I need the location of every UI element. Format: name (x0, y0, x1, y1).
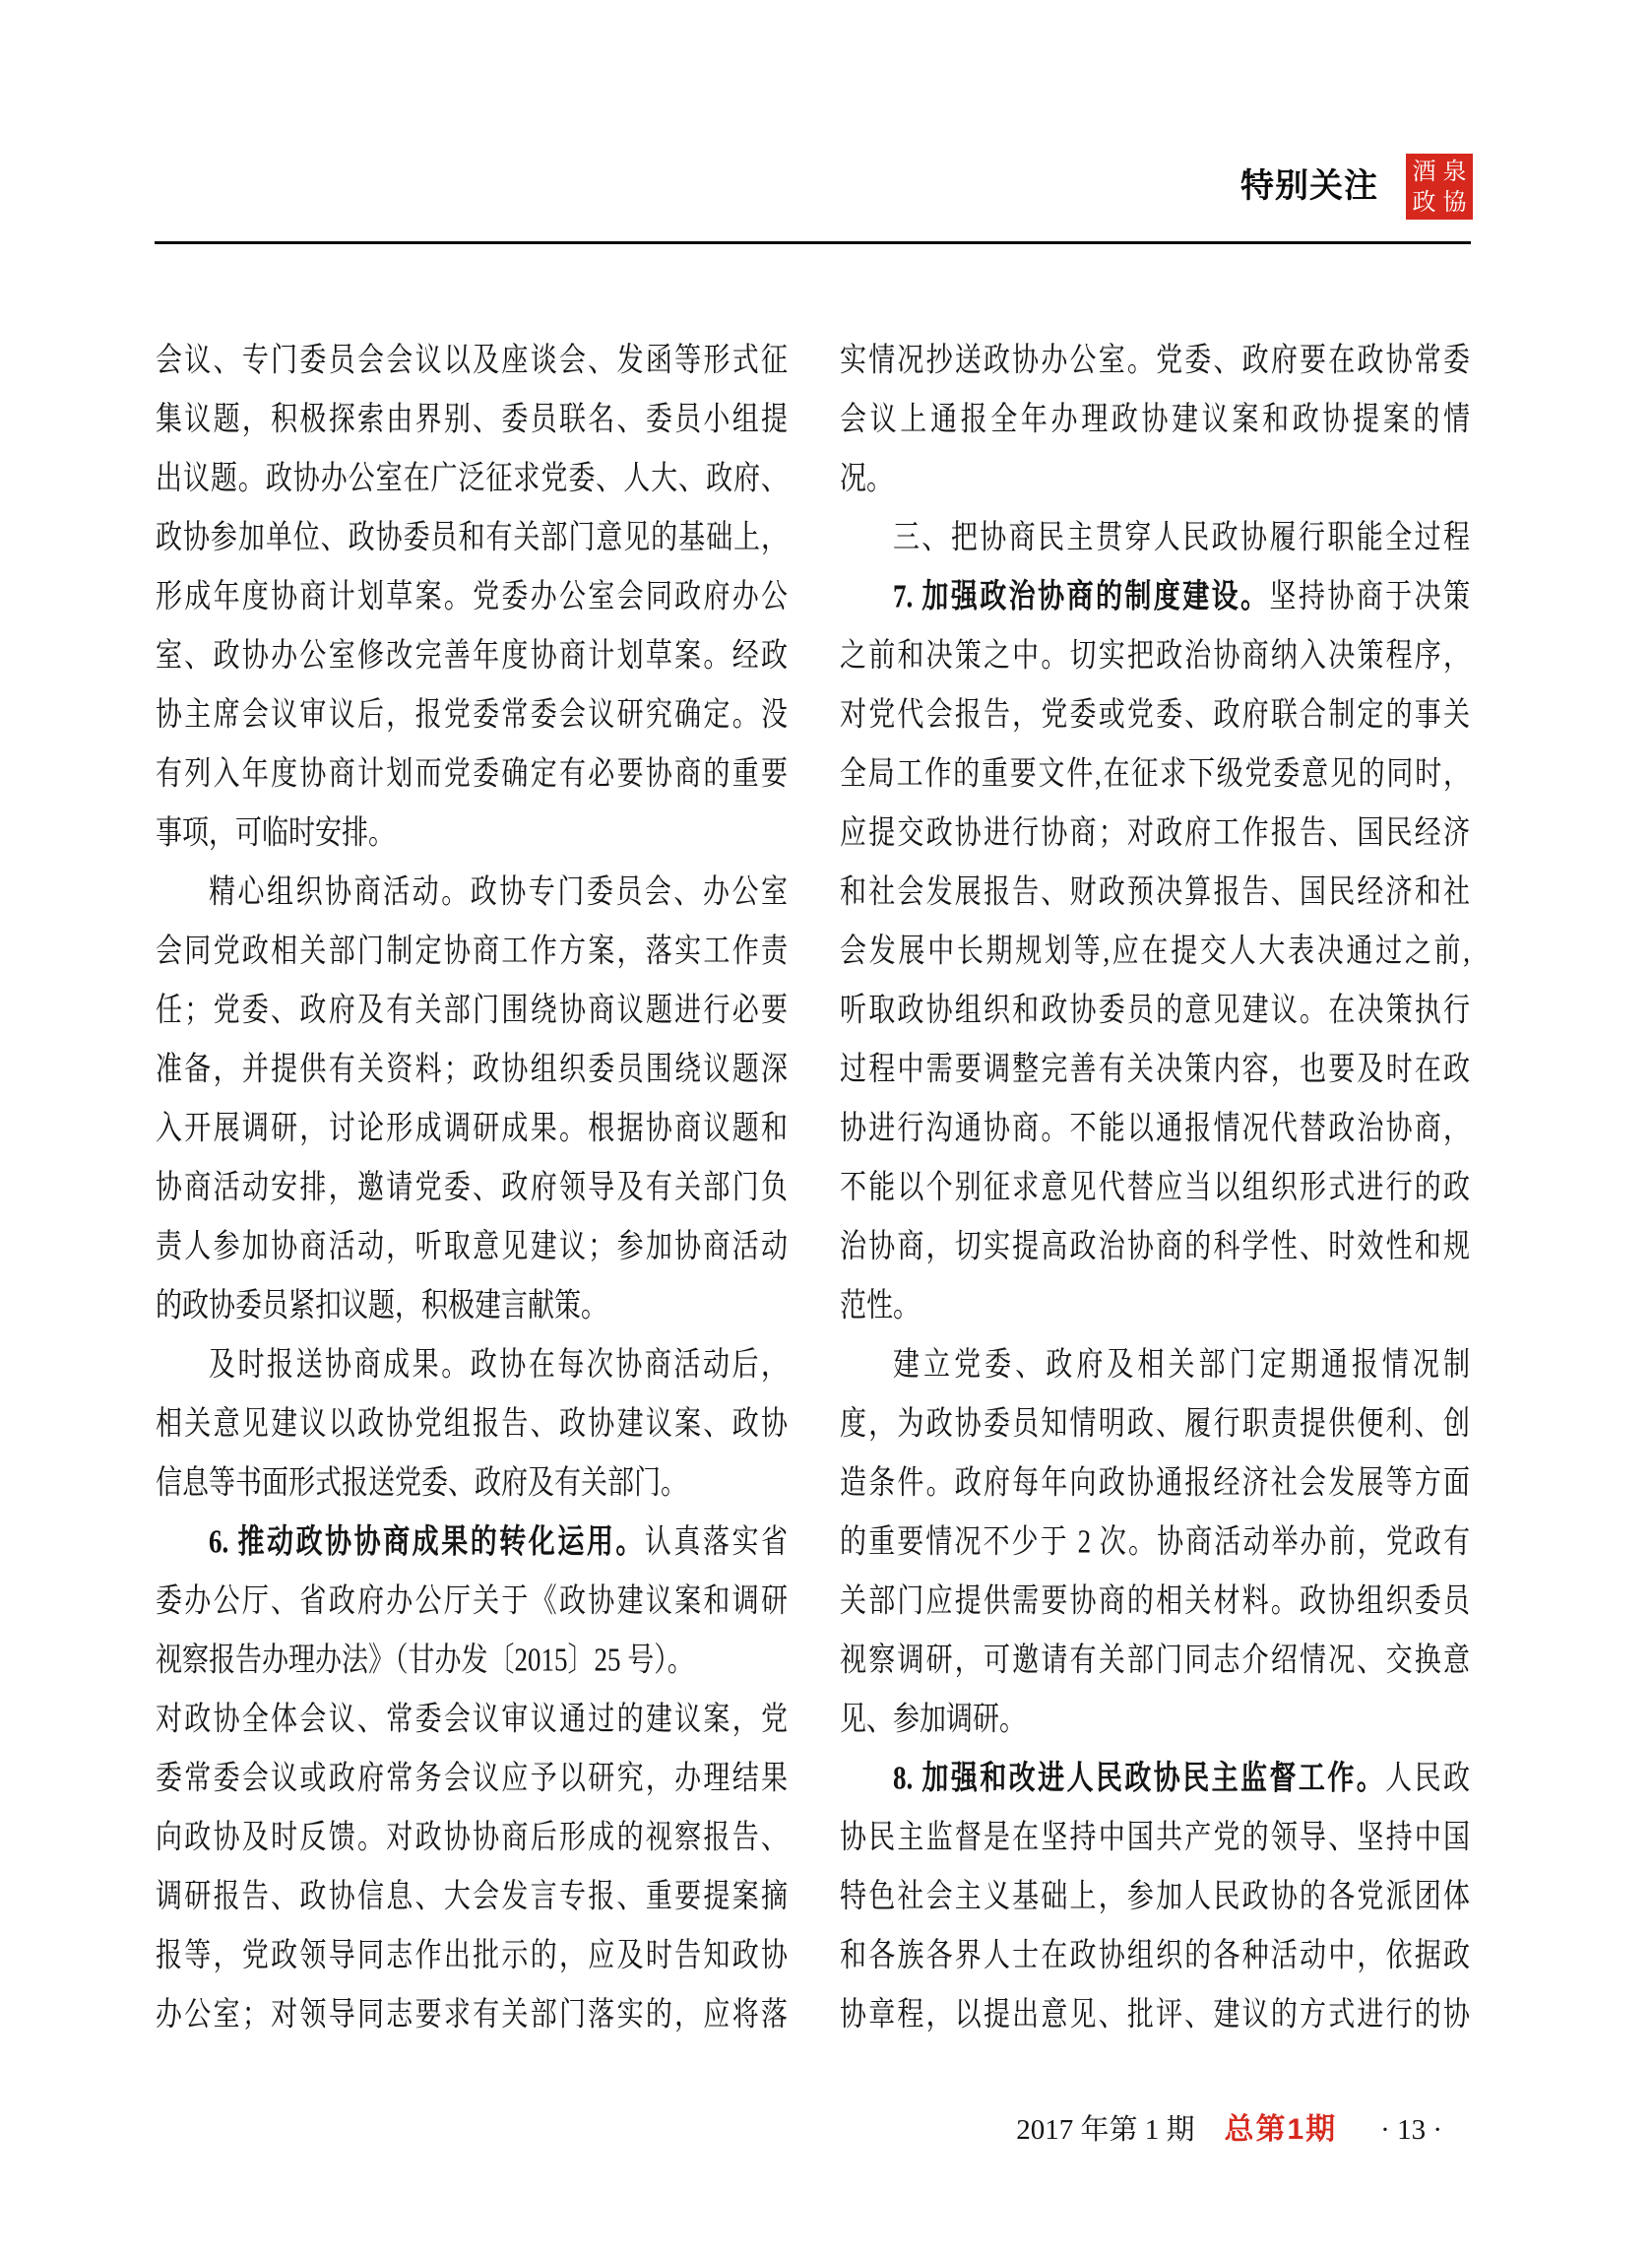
text-line (156, 1984, 788, 2043)
text-segment: 视察调研，可邀请有关部门同志介绍情况、交换意 (840, 1641, 1470, 1678)
text-line (840, 1925, 1470, 1984)
text-line (156, 1393, 788, 1452)
bold-heading-segment: 6. 推动政协协商成果的转化运用。 (209, 1522, 645, 1560)
text-line (840, 1334, 1470, 1393)
text-segment: 况。 (840, 459, 893, 496)
text-line (156, 1334, 788, 1393)
text-segment: 协主席会议审议后，报党委常委会议研究确定。没 (156, 695, 788, 733)
cumulative-issue-label: 总第1期 (1224, 2113, 1338, 2146)
text-segment: 事项，可临时安排。 (156, 813, 395, 851)
bold-heading-segment: 7. 加强政治协商的制度建设。 (893, 577, 1270, 614)
text-segment: 听取政协组织和政协委员的意见建议。在决策执行 (840, 991, 1470, 1028)
text-segment: 集议题，积极探索由界别、委员联名、委员小组提 (156, 400, 788, 437)
text-segment: 造条件。政府每年向政协通报经济社会发展等方面 (840, 1463, 1470, 1501)
seal-char: 酒 (1412, 158, 1436, 186)
text-line (840, 1807, 1470, 1866)
text-line (840, 389, 1470, 448)
text-line (156, 1630, 788, 1689)
text-segment: 任；党委、政府及有关部门围绕协商议题进行必要 (156, 991, 788, 1028)
text-line (840, 743, 1470, 803)
text-segment: 协商活动安排，邀请党委、政府领导及有关部门负 (156, 1168, 788, 1205)
text-line (840, 1157, 1470, 1216)
text-segment: 室、政协办公室修改完善年度协商计划草案。经政 (156, 636, 788, 674)
text-segment: 认真落实省 (644, 1522, 789, 1560)
text-line (840, 1452, 1470, 1512)
text-line (156, 1452, 788, 1512)
text-segment: 协进行沟通协商。不能以通报情况代替政治协商， (840, 1109, 1470, 1146)
text-line (156, 1807, 788, 1866)
text-segment: 的重要情况不少于 2 次。协商活动举办前，党政有 (840, 1522, 1470, 1560)
text-segment: 报等，党政领导同志作出批示的，应及时告知政协 (156, 1936, 788, 1973)
text-segment: 三、把协商民主贯穿人民政协履行职能全过程 (893, 518, 1470, 555)
text-segment: 形成年度协商计划草案。党委办公室会同政府办公 (156, 577, 788, 614)
text-segment: 协民主监督是在坚持中国共产党的领导、坚持中国 (840, 1818, 1470, 1855)
text-line (840, 1512, 1470, 1571)
seal-char: 協 (1442, 187, 1467, 216)
text-segment: 会同党政相关部门制定协商工作方案，落实工作责 (156, 932, 788, 969)
text-segment: 关部门应提供需要协商的相关材料。政协组织委员 (840, 1581, 1470, 1619)
text-segment: 范性。 (840, 1286, 920, 1323)
text-line (156, 389, 788, 448)
text-line (840, 684, 1470, 743)
text-line (840, 1984, 1470, 2043)
text-segment: 建立党委、政府及相关部门定期通报情况制 (893, 1345, 1470, 1383)
text-segment: 人民政 (1385, 1759, 1471, 1796)
text-segment: 协章程，以提出意见、批评、建议的方式进行的协 (840, 1995, 1470, 2032)
text-segment: 之前和决策之中。切实把政治协商纳入决策程序， (840, 636, 1470, 674)
text-line (156, 684, 788, 743)
text-line (840, 1866, 1470, 1925)
text-line (840, 1571, 1470, 1630)
text-line (840, 1098, 1470, 1157)
seal-char: 政 (1412, 187, 1436, 216)
text-segment: 委办公厅、省政府办公厅关于《政协建议案和调研 (156, 1581, 788, 1619)
text-line (156, 1925, 788, 1984)
text-segment: 不能以个别征求意见代替应当以组织形式进行的政 (840, 1168, 1470, 1205)
text-line (840, 1689, 1470, 1748)
right-text-column (840, 330, 1470, 2043)
text-line (156, 1748, 788, 1807)
text-line (840, 1748, 1470, 1807)
text-line (156, 921, 788, 980)
text-segment: 有列入年度协商计划而党委确定有必要协商的重要 (156, 754, 788, 792)
text-line (156, 1571, 788, 1630)
text-segment: 信息等书面形式报送党委、政府及有关部门。 (156, 1463, 687, 1501)
text-line (156, 1216, 788, 1275)
text-segment: 全局工作的重要文件,在征求下级党委意见的同时， (840, 754, 1470, 792)
section-title: 特别关注 (1240, 167, 1378, 205)
text-segment: 实情况抄送政协办公室。党委、政府要在政协常委 (840, 341, 1470, 378)
text-line (156, 507, 788, 566)
text-segment: 会议、专门委员会会议以及座谈会、发函等形式征 (156, 341, 788, 378)
text-segment: 出议题。政协办公室在广泛征求党委、人大、政府、 (156, 459, 788, 496)
text-segment: 及时报送协商成果。政协在每次协商活动后， (209, 1345, 788, 1383)
seal-stamp (1406, 154, 1473, 220)
text-line (156, 980, 788, 1039)
text-line (156, 803, 788, 862)
text-segment: 治协商，切实提高政治协商的科学性、时效性和规 (840, 1227, 1470, 1264)
text-line (840, 448, 1470, 507)
text-segment: 见、参加调研。 (840, 1700, 1026, 1737)
text-line (840, 625, 1470, 684)
text-line (156, 1275, 788, 1334)
text-line (156, 1689, 788, 1748)
text-segment: 向政协及时反馈。对政协协商后形成的视察报告、 (156, 1818, 788, 1855)
bold-heading-segment: 8. 加强和改进人民政协民主监督工作。 (893, 1759, 1386, 1796)
text-line (156, 743, 788, 803)
text-segment: 视察报告办理办法》（甘办发〔2015〕25 号）。 (156, 1641, 694, 1678)
text-segment: 过程中需要调整完善有关决策内容，也要及时在政 (840, 1050, 1470, 1087)
text-line (840, 862, 1470, 921)
text-segment: 会发展中长期规划等,应在提交人大表决通过之前, (840, 932, 1470, 969)
text-line (156, 1098, 788, 1157)
text-line (156, 566, 788, 625)
text-segment: 特色社会主义基础上，参加人民政协的各党派团体 (840, 1877, 1470, 1914)
text-segment: 坚持协商于决策 (1269, 577, 1471, 614)
text-segment: 准备，并提供有关资料；政协组织委员围绕议题深 (156, 1050, 788, 1087)
text-line (840, 507, 1470, 566)
text-segment: 入开展调研，讨论形成调研成果。根据协商议题和 (156, 1109, 788, 1146)
text-segment: 的政协委员紧扣议题，积极建言献策。 (156, 1286, 607, 1323)
text-line (840, 980, 1470, 1039)
text-segment: 对政协全体会议、常委会议审议通过的建议案，党 (156, 1700, 788, 1737)
text-line (840, 1630, 1470, 1689)
seal-char: 泉 (1442, 158, 1467, 186)
text-segment: 责人参加协商活动，听取意见建议；参加协商活动 (156, 1227, 788, 1264)
text-segment: 和各族各界人士在政协组织的各种活动中，依据政 (840, 1936, 1470, 1973)
text-line (156, 1866, 788, 1925)
text-segment: 会议上通报全年办理政协建议案和政协提案的情 (840, 400, 1470, 437)
text-line (840, 921, 1470, 980)
text-line (156, 1039, 788, 1098)
text-line (840, 1216, 1470, 1275)
header-divider-line (155, 241, 1471, 244)
text-line (156, 862, 788, 921)
text-line (840, 1393, 1470, 1452)
text-line (156, 1512, 788, 1571)
text-line (840, 1039, 1470, 1098)
text-line (840, 803, 1470, 862)
text-segment: 精心组织协商活动。政协专门委员会、办公室 (209, 872, 788, 910)
text-line (156, 625, 788, 684)
text-line (840, 1275, 1470, 1334)
text-segment: 相关意见建议以政协党组报告、政协建议案、政协 (156, 1404, 788, 1442)
page-number: · 13 · (1380, 2114, 1442, 2146)
page-footer (840, 2104, 1470, 2148)
text-segment: 应提交政协进行协商；对政府工作报告、国民经济 (840, 813, 1470, 851)
text-segment: 对党代会报告，党委或党委、政府联合制定的事关 (840, 695, 1470, 733)
text-segment: 政协参加单位、政协委员和有关部门意见的基础上， (156, 518, 788, 555)
text-segment: 和社会发展报告、财政预决算报告、国民经济和社 (840, 872, 1470, 910)
issue-label: 2017 年第 1 期 (1016, 2114, 1195, 2146)
text-line (840, 330, 1470, 389)
text-line (840, 566, 1470, 625)
text-line (156, 330, 788, 389)
left-text-column (156, 330, 788, 2043)
text-segment: 委常委会议或政府常务会议应予以研究，办理结果 (156, 1759, 788, 1796)
text-line (156, 1157, 788, 1216)
text-segment: 度，为政协委员知情明政、履行职责提供便利、创 (840, 1404, 1470, 1442)
text-segment: 调研报告、政协信息、大会发言专报、重要提案摘 (156, 1877, 788, 1914)
text-segment: 办公室；对领导同志要求有关部门落实的，应将落 (156, 1995, 788, 2032)
text-line (156, 448, 788, 507)
